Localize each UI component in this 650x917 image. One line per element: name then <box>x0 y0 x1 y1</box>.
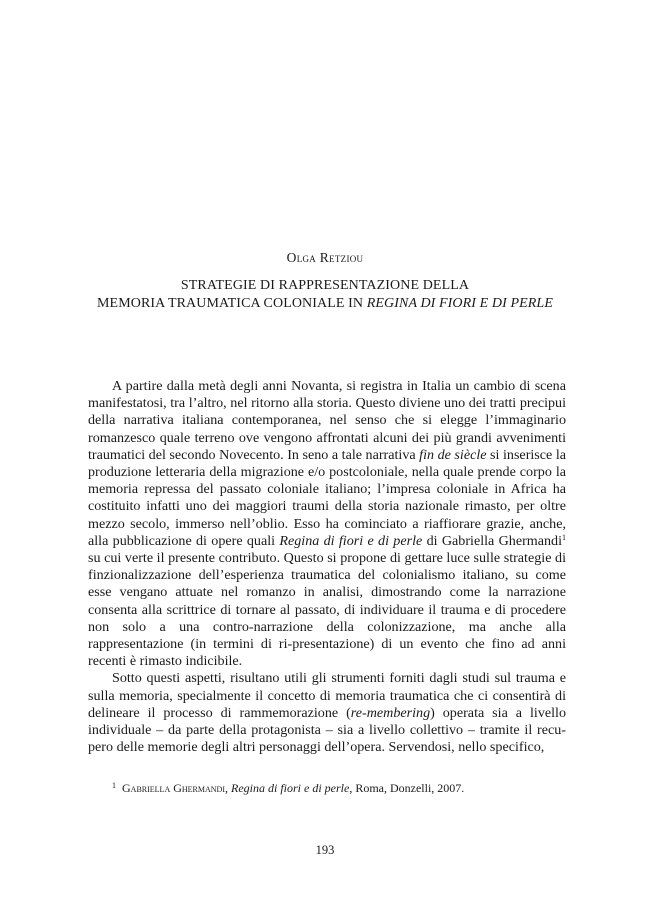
footnote-title: Regina di fiori e di perle <box>231 781 350 795</box>
paragraph-2-text-a: Sotto questi aspetti, risultano utili gli strumenti forniti dagli studi sul trauma e sulla memoria, specialmente il concetto di memoria traumatica che ci consentirà di delineare il processo di rammemorazione ( <box>88 670 566 721</box>
footnote-number: 1 <box>112 781 116 790</box>
paragraph-1-text-b: si inserisce la produzione letteraria della migrazione e/o postcoloniale, nella quale prende corpo la memoria repressa del passato coloniale italiano; l’impresa coloniale in Africa ha costituito infatti uno dei maggiori traumi della storia nazionale rimasto, per oltre mezzo secolo, immerso nell’oblio. Esso ha cominciato a riaffiorare grazie, anche, alla pubblicazione di opere quali <box>88 446 566 549</box>
paragraph-2 <box>88 670 566 756</box>
title-line-2 <box>40 295 610 313</box>
footnote-separator: , <box>225 781 231 795</box>
footnote-author: Gabriella Ghermandi <box>122 781 225 795</box>
italic-re-membering: re-membering <box>350 704 431 721</box>
body-text <box>88 378 566 756</box>
page-number: 193 <box>315 843 335 857</box>
paragraph-1 <box>88 378 566 670</box>
author-name: Olga Retziou <box>286 250 364 265</box>
title-line-1: STRATEGIE DI RAPPRESENTAZIONE DELLA <box>180 278 470 293</box>
title-line-2-text: MEMORIA TRAUMATICA COLONIALE IN <box>97 296 367 311</box>
paragraph-1-text-c: di Gabriella Ghermandi <box>422 532 563 549</box>
paragraph-1-text-d: su cui verte il presente contributo. Questo si propone di gettare luce sulle strategie di finzionalizzazione dell’esperienza traumatica del colonialismo italiano, su come esse vengano attuate nel romanzo in analisi, dimostrando come la narrazione consenta alla scrittrice di tornare al passato, di individuare il trauma e di procedere non solo a una contro-narrazione della colonizzazione, ma anche alla rappresentazione (in termini di ri-presentazione) di un evento che fino ad anni recenti è rimasto indicibile. <box>88 550 566 670</box>
article-title <box>40 277 610 313</box>
paragraph-1-text-a: A partire dalla metà degli anni Novanta, si registra in Italia un cambio di scena manifestatosi, tra l’altro, nel ritorno alla storia. Questo diviene uno dei tratti precipui della narrativa italiana contemporanea, nel senso che si elegge l’immaginario romanzesco quale terreno ove vengono affrontati alcuni dei più grandi avvenimenti traumatici del secondo Novecento. In seno a tale narrativa <box>88 378 566 463</box>
footnote-rest: , Roma, Donzelli, 2007. <box>349 781 465 795</box>
footnote <box>112 778 572 796</box>
italic-book-title: Regina di fiori e di perle <box>279 532 423 549</box>
paragraph-2-text-b: ) operata sia a livello individuale – da parte della protagonista – sia a livello collettivo – tramite il recupero delle memorie degli altri personaggi dell’opera. Servendosi, nello specifico, <box>88 704 566 756</box>
footnote-reference[interactable]: 1 <box>562 532 567 542</box>
title-book-name: REGINA DI FIORI E DI PERLE <box>366 296 553 311</box>
italic-fin-de-siecle: fin de siècle <box>419 446 487 463</box>
